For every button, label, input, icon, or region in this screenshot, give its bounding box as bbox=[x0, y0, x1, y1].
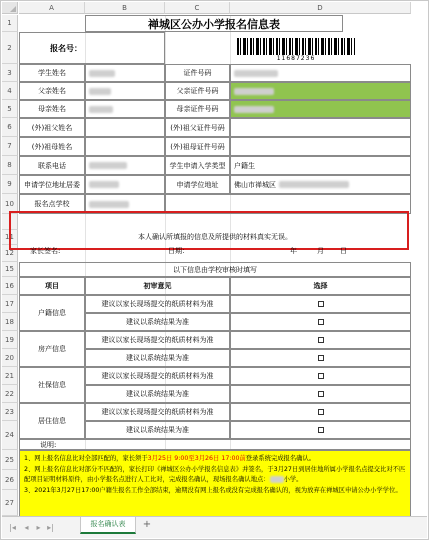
note-1-text: 1、网上报名信息比对全部匹配的，家长须于 bbox=[24, 455, 148, 462]
row-header[interactable]: 27 bbox=[2, 490, 18, 516]
apply-type-value[interactable]: 户籍生 bbox=[230, 156, 411, 175]
grandmother-id-value[interactable] bbox=[230, 137, 411, 156]
prev-sheet-icon[interactable]: ◂ bbox=[24, 523, 29, 532]
first-sheet-icon[interactable]: |◂ bbox=[9, 523, 16, 532]
review-group-residence: 居住信息 bbox=[19, 403, 85, 439]
form-title: 禅城区公办小学报名信息表 bbox=[85, 15, 343, 32]
row-header[interactable]: 8 bbox=[2, 156, 18, 175]
select-all-corner[interactable] bbox=[2, 2, 18, 14]
note-2-tail: 小学。 bbox=[283, 476, 303, 483]
review-option: 建议以家长现场提交的纸质材料为准 bbox=[85, 367, 230, 385]
review-option: 建议以系统结果为准 bbox=[85, 385, 230, 403]
column-header-b[interactable]: B bbox=[85, 2, 165, 14]
month-label: 月 bbox=[317, 247, 324, 255]
review-option: 建议以系统结果为准 bbox=[85, 313, 230, 331]
note-3: 3、2021年3月27日17:00户籍生报名工作全部结束，逾期没有网上报名或没有完成报名确认的，视为放弃在禅城区申请公办小学学位。 bbox=[24, 487, 402, 494]
review-head-choice: 选择 bbox=[230, 277, 411, 295]
id-number-value[interactable] bbox=[230, 64, 411, 82]
add-sheet-icon[interactable]: + bbox=[142, 519, 152, 530]
grandmother-name-label: (外)祖母姓名 bbox=[19, 137, 85, 156]
checkbox[interactable] bbox=[318, 373, 324, 379]
barcode-number: 11687236 bbox=[276, 55, 316, 62]
apply-address-prefix: 佛山市禅城区 bbox=[234, 180, 276, 189]
apply-address-label: 申请学位地址 bbox=[165, 175, 230, 194]
father-id-label: 父亲证件号码 bbox=[165, 82, 230, 100]
row-header[interactable]: 2 bbox=[2, 32, 18, 64]
row-header[interactable]: 7 bbox=[2, 137, 18, 156]
apply-address-unit-label: 申请学位地址居委 bbox=[19, 175, 85, 194]
apply-address-value[interactable] bbox=[230, 175, 411, 194]
row-header[interactable]: 1 bbox=[2, 15, 18, 32]
note-2 bbox=[24, 465, 406, 485]
checkbox[interactable] bbox=[318, 355, 324, 361]
row-header[interactable]: 18 bbox=[2, 313, 18, 331]
note-1-tail: 登录系统完成报名确认。 bbox=[245, 455, 316, 462]
review-checkbox-cell[interactable] bbox=[230, 367, 411, 385]
apply-type-label: 学生申请入学类型 bbox=[165, 156, 230, 175]
date-label: 日期： bbox=[168, 247, 189, 255]
grandfather-name-value[interactable] bbox=[85, 118, 165, 137]
review-option: 建议以家长现场提交的纸质材料为准 bbox=[85, 295, 230, 313]
barcode bbox=[237, 38, 355, 62]
year-label: 年 bbox=[290, 247, 297, 255]
grandmother-name-value[interactable] bbox=[85, 137, 165, 156]
student-name-value[interactable] bbox=[85, 64, 165, 82]
review-option: 建议以家长现场提交的纸质材料为准 bbox=[85, 331, 230, 349]
grandfather-id-label: (外)祖父证件号码 bbox=[165, 118, 230, 137]
phone-value[interactable] bbox=[85, 156, 165, 175]
review-checkbox-cell[interactable] bbox=[230, 331, 411, 349]
grandfather-name-label: (外)祖父姓名 bbox=[19, 118, 85, 137]
father-name-value[interactable] bbox=[85, 82, 165, 100]
student-name-label: 学生姓名 bbox=[19, 64, 85, 82]
notes-panel bbox=[19, 450, 411, 517]
row-header[interactable]: 20 bbox=[2, 349, 18, 367]
row-header[interactable]: 5 bbox=[2, 100, 18, 118]
row-header[interactable]: 12 bbox=[2, 245, 18, 262]
barcode-bars bbox=[237, 38, 355, 55]
review-checkbox-cell[interactable] bbox=[230, 403, 411, 421]
row-header[interactable]: 21 bbox=[2, 367, 18, 385]
mother-id-value[interactable] bbox=[230, 100, 411, 118]
review-head-opinion: 初审意见 bbox=[85, 277, 230, 295]
review-head-item: 项目 bbox=[19, 277, 85, 295]
next-sheet-icon[interactable]: ▸ bbox=[36, 523, 41, 532]
parent-signature-label: 家长签名: bbox=[30, 247, 61, 255]
column-header-c[interactable]: C bbox=[165, 2, 230, 14]
review-option: 建议以家长现场提交的纸质材料为准 bbox=[85, 403, 230, 421]
row-header[interactable]: 4 bbox=[2, 82, 18, 100]
last-sheet-icon[interactable]: ▸| bbox=[47, 523, 54, 532]
row-header[interactable]: 3 bbox=[2, 64, 18, 82]
review-checkbox-cell[interactable] bbox=[230, 385, 411, 403]
declaration-statement: 本人确认所填报的信息及所提供的材料真实无误。 bbox=[138, 232, 292, 241]
row-header[interactable]: 17 bbox=[2, 295, 18, 313]
mother-id-label: 母亲证件号码 bbox=[165, 100, 230, 118]
review-group-property: 房产信息 bbox=[19, 331, 85, 367]
review-remark: 说明: bbox=[19, 439, 411, 450]
day-label: 日 bbox=[340, 247, 347, 255]
checkbox[interactable] bbox=[318, 301, 324, 307]
review-checkbox-cell[interactable] bbox=[230, 313, 411, 331]
mother-name-label: 母亲姓名 bbox=[19, 100, 85, 118]
checkbox[interactable] bbox=[318, 409, 324, 415]
review-checkbox-cell[interactable] bbox=[230, 295, 411, 313]
grandmother-id-label: (外)祖母证件号码 bbox=[165, 137, 230, 156]
father-id-value[interactable] bbox=[230, 82, 411, 100]
grandfather-id-value[interactable] bbox=[230, 118, 411, 137]
mother-name-value[interactable] bbox=[85, 100, 165, 118]
review-group-social-security: 社保信息 bbox=[19, 367, 85, 403]
row-header[interactable]: 25 bbox=[2, 450, 18, 470]
row-header[interactable]: 9 bbox=[2, 175, 18, 194]
row-header[interactable]: 6 bbox=[2, 118, 18, 137]
phone-label: 联系电话 bbox=[19, 156, 85, 175]
row-header[interactable]: 10 bbox=[2, 194, 18, 214]
row-header[interactable]: 16 bbox=[2, 277, 18, 295]
column-header-d[interactable]: D bbox=[230, 2, 411, 14]
row-header[interactable]: 26 bbox=[2, 470, 18, 490]
review-group-household: 户籍信息 bbox=[19, 295, 85, 331]
checkbox[interactable] bbox=[318, 427, 324, 433]
checkbox[interactable] bbox=[318, 319, 324, 325]
review-caption: 以下信息由学校审核时填写 bbox=[19, 262, 411, 277]
review-checkbox-cell[interactable] bbox=[230, 421, 411, 439]
checkbox[interactable] bbox=[318, 337, 324, 343]
review-option: 建议以系统结果为准 bbox=[85, 349, 230, 367]
column-header-a[interactable]: A bbox=[19, 2, 85, 14]
review-option: 建议以系统结果为准 bbox=[85, 421, 230, 439]
sheet-tab-bar bbox=[2, 516, 427, 538]
school-label: 报名点学校 bbox=[19, 194, 85, 214]
note-1-deadline: 3月25日 9:00至3月26日 17:00前 bbox=[147, 455, 246, 462]
row-header[interactable]: 23 bbox=[2, 403, 18, 421]
apply-address-unit-value[interactable] bbox=[85, 175, 165, 194]
note-2-text: 2、网上报名信息比对部分不匹配的，家长打印《禅城区公办小学报名信息表》并签名，于3月27日到居住地所属小学报名点提交比对不匹配项目证明材料原件，由小学报名点进行人工比对，完成报名确认，现场报名确认地点： bbox=[24, 466, 406, 483]
note-1 bbox=[24, 454, 406, 464]
father-name-label: 父亲姓名 bbox=[19, 82, 85, 100]
id-number-label: 证件号码 bbox=[165, 64, 230, 82]
row-header[interactable]: 11 bbox=[2, 230, 18, 245]
row-header[interactable]: 15 bbox=[2, 262, 18, 277]
row-header[interactable]: 19 bbox=[2, 331, 18, 349]
review-checkbox-cell[interactable] bbox=[230, 349, 411, 367]
row-header[interactable]: 22 bbox=[2, 385, 18, 403]
row-header[interactable]: 24 bbox=[2, 421, 18, 450]
checkbox[interactable] bbox=[318, 391, 324, 397]
registration-number-label: 报名号： bbox=[19, 32, 165, 64]
sheet-tab-active[interactable]: 报名确认表 bbox=[80, 517, 136, 534]
